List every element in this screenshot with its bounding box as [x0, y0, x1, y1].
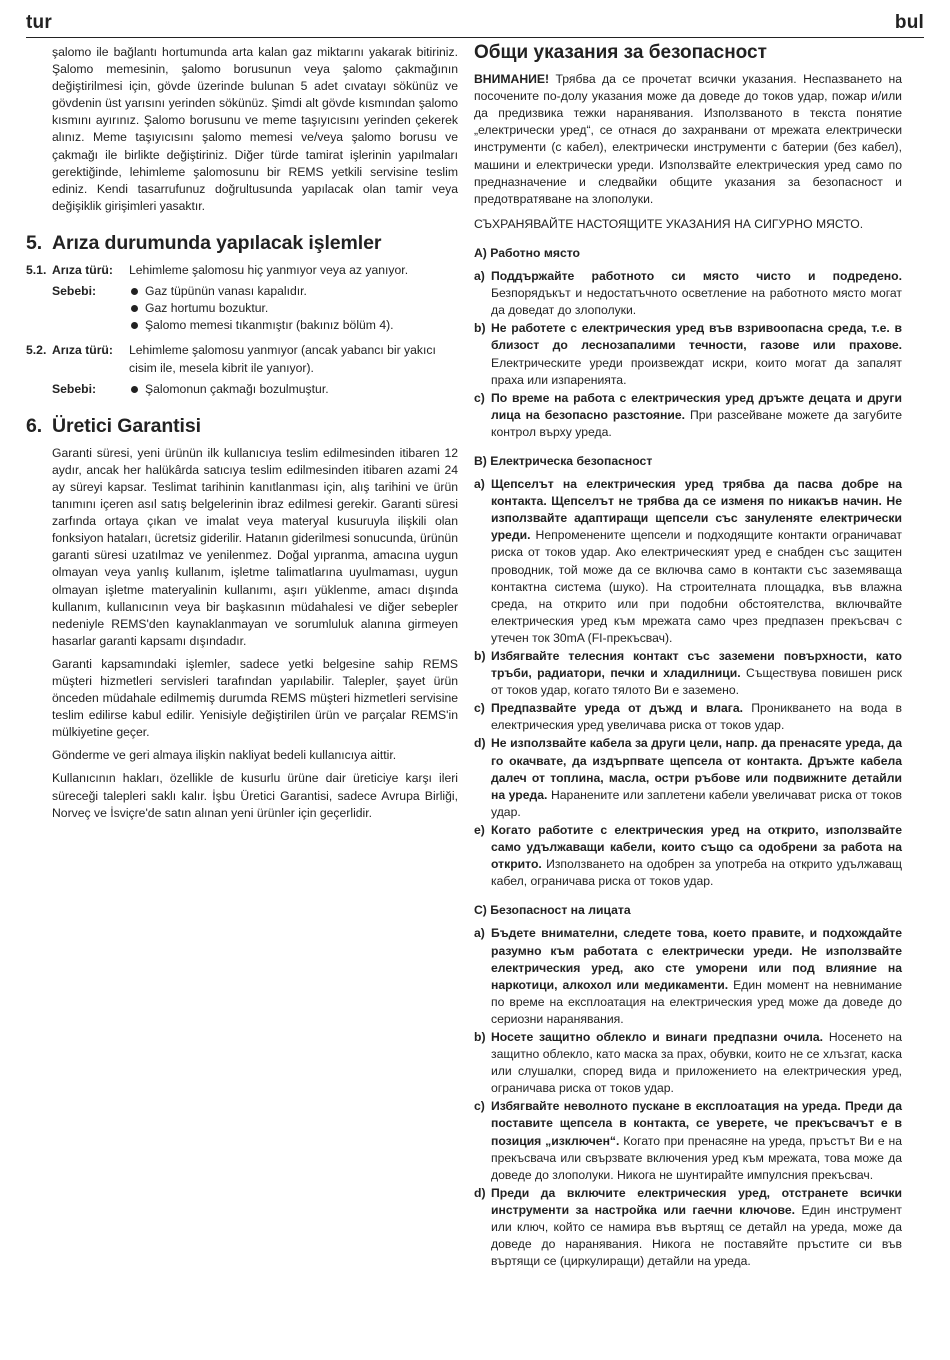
item-bold: Поддържайте работното си място чисто и подредено. — [491, 269, 902, 284]
cause-label: Sebebi: — [52, 381, 97, 396]
cause-item: Gaz tüpünün vanası kapalıdır. — [129, 283, 458, 300]
fault-text: Lehimleme şalomosu yanmıyor (ancak yabancı bir yakıcı cisim ile, mesela kibrit ile yanıyor). — [129, 343, 436, 375]
item-text: Когато при пренасяне на уреда, пръстът Ви е на прекъсвача или свързвате включения уред към мрежата, това може да доведе до злополуки. Никога не шунтирайте импулсния прекъсвач. — [491, 1133, 903, 1182]
item-bold: Когато работите с електрическия уред на открито, използвайте само удължаващи кабели, които също са одобрени за работа на открито. — [491, 822, 902, 872]
item-bold: Избягвайте неволното пускане в експлоатация на уреда. Преди да поставите щепсела в контакта, се уверете, че прекъсвачът е в позиция „изключен“. — [491, 1099, 902, 1148]
item-letter: a) — [474, 926, 485, 941]
item-letter: d) — [474, 1185, 486, 1200]
section-b-heading: В) Електрическа безопасност — [474, 453, 653, 468]
warranty-paragraph: Garanti kapsamındaki işlemler, sadece yetki belgesine sahip REMS müşteri hizmetleri servisleri tarafından yapılabilir. Talepler, şayet ürün önceden müdahale edilmemiş durumda REMS müşteri hizmetleri servisine teslim edilirse kabul edilir. Yenisiyle değiştirilen ürün ve parçalar REMS'in mülkiyetine geçer. — [52, 656, 458, 740]
safety-item — [474, 700, 902, 734]
section-title-text: Üretici Garantisi — [52, 414, 201, 437]
item-bold: Предпазвайте уреда от дъжд и влага. — [491, 701, 744, 716]
item-bold: По време на работа с електрическия уред дръжте децата и други лица на безопасно разстояние. — [491, 390, 902, 422]
cause-item: Gaz hortumu bozuktur. — [129, 300, 458, 317]
section-title-text: Arıza durumunda yapılacak işlemler — [52, 231, 382, 254]
section-a-heading: А) Работно място — [474, 245, 580, 260]
section-c-heading: С) Безопасност на лицата — [474, 903, 631, 918]
item-text: Носенето на защитно облекло, като маска за прах, обувки, които не се хлъзгат, каска или слушалки, според вида и приложението на електрическия уред, ограничава риска от токов удар. — [491, 1029, 902, 1096]
safety-item — [474, 1098, 902, 1183]
item-letter: b) — [474, 1029, 486, 1044]
cause-label: Sebebi: — [52, 284, 97, 299]
warranty-paragraph: Kullanıcının hakları, özellikle de kusurlu ürüne dair üreticiye karşı ileri süreceği talepleri saklı kalır. İşbu Üretici Garantisi, sadece Avrupa Birliği, Norveç ve İsviçre'de satın alınan yeni ürünler için geçerlidir. — [52, 771, 458, 820]
left-column — [26, 44, 458, 828]
fault-label: Arıza türü: — [52, 343, 113, 358]
item-text: Един момент на невнимание по време на експлоатация на електрическия уред може да доведе до сериозни наранявания. — [491, 977, 902, 1026]
item-bold: Не работете с електрическия уред във взривоопасна среда, т.е. в близост до леснозапалими течности, газове или прахове. — [491, 321, 902, 353]
item-letter: c) — [474, 1099, 485, 1114]
item-bold: Преди да включите електрическия уред, отстранете всички инструменти за настройка или гаечни ключове. — [491, 1185, 902, 1217]
item-text: Непроменените щепсели и подходящите контакти ограничават риска от токов удар. Ако електрическият уред е снабден със защитен проводник, той може да се включва само в контакти със заземяваща контактна система (шуко). На строителната площадка, във влажна среда, на открито или при подобни обстоятелства, включвайте електрическия уред към мрежата само чрез предпазен прекъсвач с утечен ток 30mA (FI-прекъсвач). — [491, 528, 902, 645]
item-text: При разсейване можете да загубите контрол върху уреда. — [491, 407, 902, 439]
item-letter: e) — [474, 822, 485, 837]
item-bold: Избягвайте телесния контакт със заземени повърхности, като тръби, радиатори, печки и хладилници. — [491, 649, 902, 681]
fault-number: 5.1. — [26, 263, 47, 278]
item-bold: Щепселът на електрическия уред трябва да пасва добре на контакта. Щепселът не трябва да се изменя по никакъв начин. Не използвайте адаптиращи щепсели със зануленяте електрически уреди. — [491, 477, 902, 543]
item-letter: c) — [474, 390, 485, 405]
safety-item — [474, 925, 902, 1028]
safety-title: Общи указания за безопасност — [474, 42, 767, 63]
safety-item — [474, 822, 902, 890]
section-6-title — [26, 414, 458, 437]
warning-text: Трябва да се прочетат всички указания. Неспазването на посочените по-долу указания може да доведе до токов удар, пожар и/или да предизвика тежки наранявания. Използваното в текста понятие „електрически уред“, се отнася до захранвани от мрежата електрически инструменти (с кабел), електрически инструменти с батерии (без кабел), машини и електрически уреди. Използвайте електрическия уред само по предназначение и следвайки общите указания за безопасност и предотвратяване на злополуки. — [474, 72, 902, 206]
section-number: 5. — [26, 231, 43, 254]
safety-item — [474, 648, 902, 699]
warranty-paragraph: Garanti süresi, yeni ürünün ilk kullanıcıya teslim edilmesinden itibaren 12 aydır, ancak her halükârda satıcıya teslim edilmesinden itibaren azami 24 ay süreyi kapsar. Teslimat tarihinin kanıtlanması için, alış tarihini ve ürün tanımını içeren asıl satış belgelerinin ibraz edilmesi gerekir. Garanti süresi zarfında ortaya çıkan ve imalat veya materyal kusuruyla ilişkili olan fonksiyon hataları, ücretsiz giderilir. Hatanın giderilmesi sonucunda, ürünün garanti süresi uzatılmaz ve yenilenmez. Doğal yıpranma, amacına uygun olmayan veya yanlış kullanım, işletme talimatlarına uyulmaması, uygun olmayan işletme materyalinin kullanımı, aşırı yüklenme, amacı dışında kullanım, kullanıcının veya bir başkasının müdahalesi ve diğer sebepler nedeniyle REMS'den kaynaklanmayan ve sorumluluk alanına girmeyen hasarlar garanti kapsamı dışındadır. — [52, 445, 458, 648]
item-text: Безпорядъкът и недостатъчното осветление на работното място могат да доведат до злополуки. — [491, 286, 902, 318]
fault-5-2 — [26, 342, 458, 397]
section-5-title — [26, 231, 458, 254]
cause-item: Şalomonun çakmağı bozulmuştur. — [129, 381, 458, 398]
cause-list — [129, 381, 458, 398]
item-bold: Носете защитно облекло и винаги предпазни очила. — [491, 1029, 824, 1044]
fault-label: Arıza türü: — [52, 263, 113, 278]
fault-text: Lehimleme şalomosu hiç yanmıyor veya az yanıyor. — [129, 263, 409, 278]
fault-5-1 — [26, 262, 458, 334]
safety-item — [474, 1029, 902, 1097]
item-letter: c) — [474, 701, 485, 716]
item-bold: Бъдете внимателни, следете това, което правите, и подхождайте разумно към работата с електрически уреди. Не използвайте електрическия уред, ако сте уморени или под влияние на наркотици, алкохол или медикаменти. — [491, 926, 902, 992]
page-header — [26, 8, 924, 38]
fault-number: 5.2. — [26, 343, 47, 358]
item-text: Използването на одобрен за употреба на открито удължаващ кабел, ограничава риска от токов удар. — [491, 857, 902, 889]
item-letter: b) — [474, 649, 486, 663]
warning-label: ВНИМАНИЕ! — [474, 72, 550, 87]
cause-list — [129, 283, 458, 334]
section-number: 6. — [26, 414, 43, 437]
keep-notice: СЪХРАНЯВАЙТЕ НАСТОЯЩИТЕ УКАЗАНИЯ НА СИГУРНО МЯСТО. — [474, 216, 864, 231]
language-code-left: tur — [26, 12, 52, 33]
cause-item: Şalomo memesi tıkanmıştır (bakınız bölüm 4). — [129, 317, 458, 334]
safety-item — [474, 390, 902, 441]
item-text: Проникването на вода в електрическия уред увеличава риска от токов удар. — [491, 701, 902, 733]
item-text: Един инструмент или ключ, който се намира във въртящ се детайл на уреда, може да доведе до наранявания. Никога не поставяйте пръстите си във въртящи се (циркулиращи) детайли на уреда. — [491, 1202, 902, 1269]
item-text: Наранените или заплетени кабели увеличават риска от токов удар. — [491, 787, 902, 819]
item-text: Електрическите уреди произвеждат искри, които могат да запалят праха или изпаренията. — [491, 355, 902, 387]
language-code-right: bul — [894, 12, 924, 33]
right-column — [474, 44, 902, 1271]
item-letter: a) — [474, 269, 485, 284]
safety-item — [474, 476, 902, 647]
item-letter: b) — [474, 321, 486, 336]
intro-paragraph: şalomo ile bağlantı hortumunda arta kalan gaz miktarını yakarak bitiriniz. Şalomo memesinin, şalomo borusunun veya şalomo çakmağının değiştirilmesi için, gövde üzerinde bulunan 5 adet cıvatayı sökünüz ve gövdenin üst yarısını yerinden sökünüz. Şimdi alt gövde kısmından şalomo kısmını ayırınız. Şalomo borusunu ve meme taşıyıcısını yerinden çekerek alınız. Meme taşıyıcısını şalomo memesi ve/veya şalomo borusu ve çakmağı ile birlikte değiştiriniz. Diğer türde tamirat işlerinin yapılmaları gerektiğinde, lehimleme şalomosunu bir REMS yetkili servisine teslim ediniz. Kendi tasarrufunuz doğrultusunda yapılacak olan tamir veya değişiklik girişimleri yasaktır. — [52, 45, 458, 213]
warning-paragraph — [474, 71, 902, 208]
safety-item — [474, 268, 902, 319]
item-text: Съществува повишен риск от токов удар, когато тялото Ви е заземено. — [491, 666, 903, 698]
item-letter: d) — [474, 736, 486, 751]
safety-item — [474, 320, 902, 388]
warranty-paragraph: Gönderme ve geri almaya ilişkin nakliyat bedeli kullanıcıya aittir. — [52, 748, 397, 763]
safety-item — [474, 735, 902, 820]
item-letter: a) — [474, 477, 485, 492]
safety-item — [474, 1185, 902, 1270]
item-bold: Не използвайте кабела за други цели, напр. да пренасяте уреда, да го окачвате, да издърпвате щепсела от контакта. Дръжте кабела далеч от топлина, масла, остри ръбове или подвижните детайли на уреда. — [491, 736, 902, 802]
